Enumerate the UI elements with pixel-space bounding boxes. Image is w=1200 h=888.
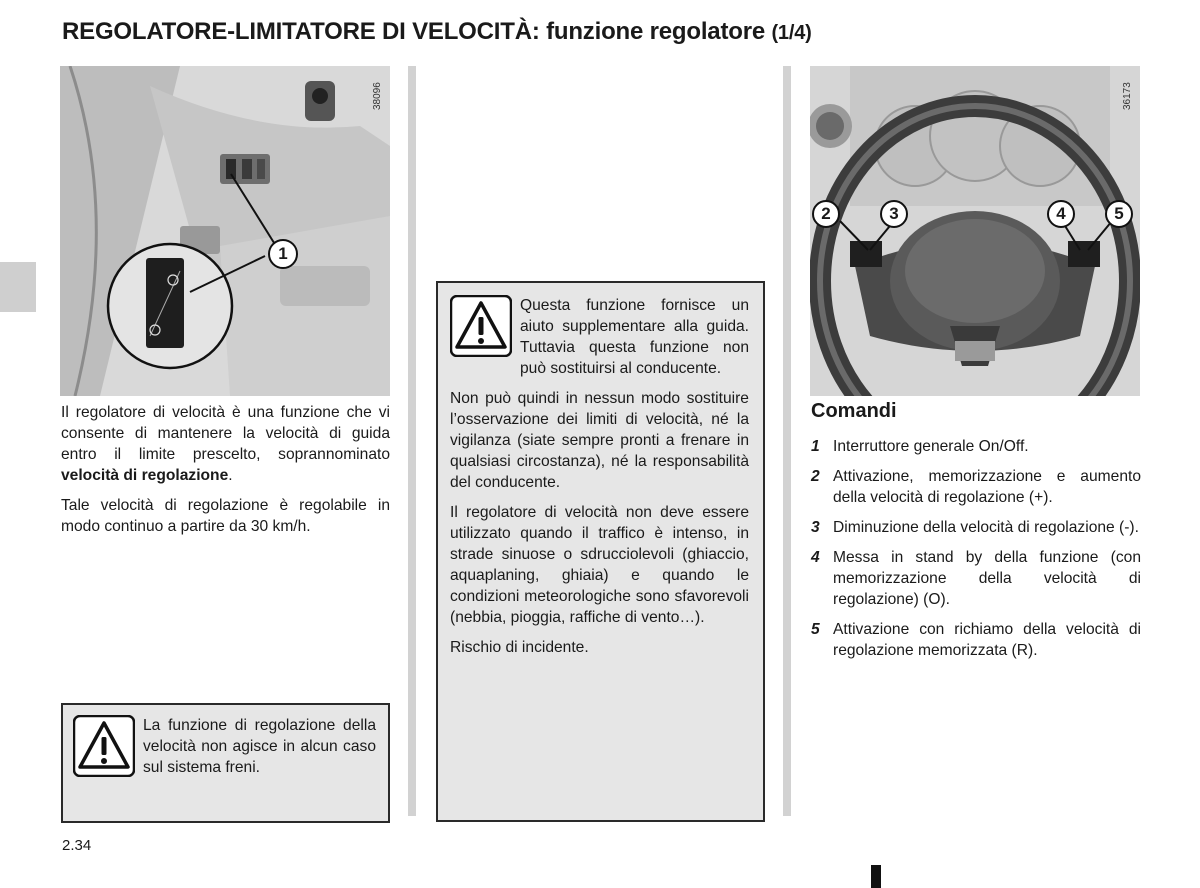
- title-part: (1/4): [771, 22, 812, 44]
- safety-warning-p3: Il regolatore di velocità non deve essere utilizzato quando il traffico è intenso, in strade sinuose o sdrucciolevoli (ghiaccio, aquaplaning, ghiaia) e quando le condizioni meteorologiche sono sfavorevoli (nebbia, pioggia, raffiche di vento…).: [450, 504, 749, 626]
- figure-number-left: 38096: [372, 82, 383, 110]
- controls-list: [811, 436, 1141, 670]
- callout-4: 4: [1047, 200, 1075, 228]
- list-item: 1 Interruttore generale On/Off.: [811, 438, 1029, 455]
- list-item: 2 Attivazione, memorizzazione e aumento della velocità di regolazione (+).: [811, 468, 1141, 506]
- callout-5: 5: [1105, 200, 1133, 228]
- brake-warning-text: La funzione di regolazione della velocità non agisce in alcun caso sul sistema freni.: [143, 717, 376, 776]
- safety-warning-p1: Questa funzione fornisce un aiuto supplementare alla guida. Tuttavia questa funzione non può sostituirsi al conducente.: [520, 297, 749, 377]
- controls-heading: Comandi: [811, 400, 897, 422]
- column-divider-right: [783, 66, 791, 816]
- callout-2: 2: [812, 200, 840, 228]
- column-divider-left: [408, 66, 416, 816]
- warning-icon: [450, 295, 512, 357]
- warning-icon: [73, 715, 135, 777]
- title-main: REGOLATORE-LIMITATORE DI VELOCITÀ: funzione regolatore: [62, 18, 765, 45]
- callout-1: 1: [268, 239, 298, 269]
- list-item: 4 Messa in stand by della funzione (con memorizzazione della velocità di regolazione) (O).: [811, 549, 1141, 608]
- page-title: [62, 18, 1162, 46]
- figure-number-right: 36173: [1122, 82, 1133, 110]
- intro-paragraph: Il regolatore di velocità è una funzione che vi consente di mantenere la velocità di guida entro il limite prescelto, soprannominato velocità di regolazione.: [61, 404, 390, 484]
- list-item: 5 Attivazione con richiamo della velocità di regolazione memorizzata (R).: [811, 621, 1141, 659]
- safety-warning-p4: Rischio di incidente.: [450, 639, 589, 656]
- left-column-text: [61, 402, 390, 546]
- callout-3: 3: [880, 200, 908, 228]
- safety-warning-box: [436, 281, 765, 822]
- page-number: 2.34: [62, 837, 92, 854]
- list-item: 3 Diminuzione della velocità di regolazione (-).: [811, 519, 1139, 536]
- steering-wheel-figure: [810, 66, 1140, 396]
- dashboard-switch-figure: [60, 66, 390, 396]
- brake-warning-box: [61, 703, 390, 823]
- page-marker: [871, 865, 881, 888]
- section-tab: [0, 262, 36, 312]
- speed-paragraph: Tale velocità di regolazione è regolabile in modo continuo a partire da 30 km/h.: [61, 497, 390, 535]
- safety-warning-p2: Non può quindi in nessun modo sostituire l’osservazione dei limiti di velocità, né la vigilanza (siate sempre pronti a frenare in qualsiasi circostanza), né la responsabilità del conducente.: [450, 390, 749, 491]
